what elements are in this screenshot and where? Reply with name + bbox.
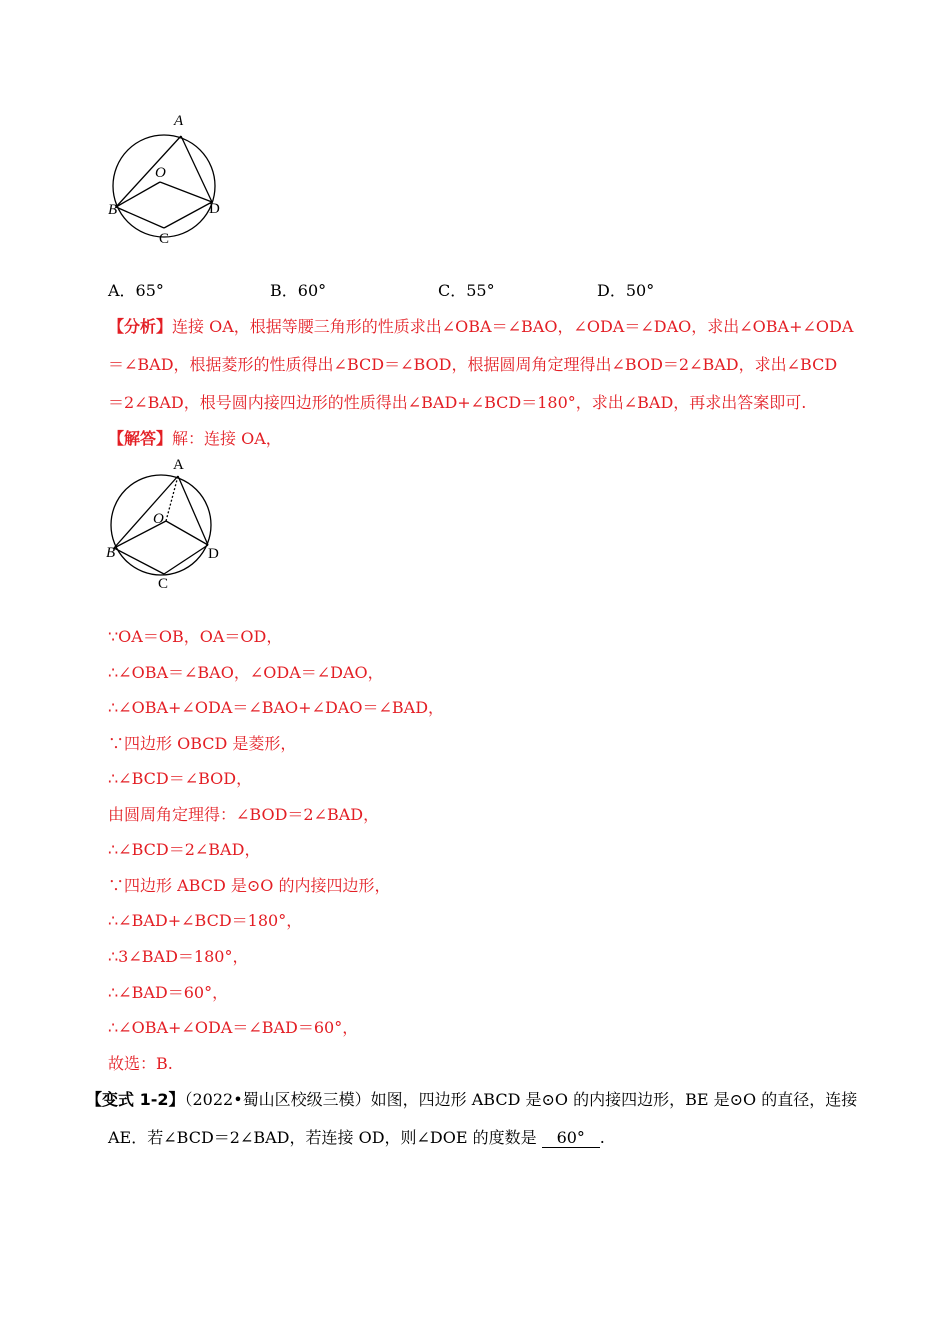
label-b-2: B: [106, 545, 116, 561]
circle-o: [113, 135, 215, 237]
figure-2-circle-diagram: [100, 452, 230, 592]
option-b: B．60°: [270, 281, 327, 300]
analysis-text-1: 连接 OA，根据等腰三角形的性质求出∠OBA＝∠BAO，∠ODA＝∠DAO，求出∠OBA+∠ODA: [172, 317, 854, 336]
analysis-line-1: [108, 317, 853, 337]
segment-cd: [164, 202, 212, 228]
analysis-line-2: ＝∠BAD，根据菱形的性质得出∠BCD＝∠BOD，根据圆周角定理得出∠BOD＝2∠BAD，求出∠BCD: [108, 355, 838, 374]
solution-step-12: ∴∠OBA+∠ODA＝∠BAD＝60°，: [108, 1018, 359, 1037]
segment-ab: [116, 136, 181, 207]
option-a: A．65°: [108, 281, 164, 300]
solution-step-9: ∴∠BAD+∠BCD＝180°，: [108, 911, 303, 930]
segment-ob: [116, 182, 160, 207]
solution-step-7: ∴∠BCD＝2∠BAD，: [108, 840, 261, 859]
option-d: D．50°: [597, 281, 655, 300]
solution-step-11: ∴∠BAD＝60°，: [108, 983, 229, 1002]
analysis-line-3: ＝2∠BAD，根号圆内接四边形的性质得出∠BAD+∠BCD＝180°，求出∠BAD，再求出答案即可.: [108, 393, 807, 412]
figure-1-circle-diagram: [100, 108, 230, 248]
label-o: O: [155, 165, 166, 181]
label-d-2: D: [208, 546, 219, 562]
label-o-2: O: [153, 511, 164, 527]
solution-heading: [108, 429, 282, 449]
label-b: B: [108, 202, 118, 218]
variant-text-end: .: [599, 1128, 605, 1147]
label-c-2: C: [158, 576, 169, 592]
solution-step-8: ∵四边形 ABCD 是⊙O 的内接四边形，: [108, 876, 391, 895]
solution-step-3: ∴∠OBA+∠ODA＝∠BAO+∠DAO＝∠BAD，: [108, 698, 445, 717]
label-c: C: [159, 231, 170, 247]
segment-cd-2: [164, 545, 208, 574]
variant-text-1: （2022•蜀山区校级三模）如图，四边形 ABCD 是⊙O 的内接四边形，BE 是⊙O 的直径，连接: [184, 1090, 858, 1109]
label-a-2: A: [173, 457, 184, 473]
variant-line-2: [108, 1128, 605, 1148]
solution-step-2: ∴∠OBA＝∠BAO，∠ODA＝∠DAO，: [108, 663, 384, 682]
variant-tag: 【变式 1-2】: [86, 1090, 185, 1109]
variant-text-2: AE．若∠BCD＝2∠BAD，若连接 OD，则∠DOE 的度数是: [108, 1128, 537, 1147]
solution-step-10: ∴3∠BAD＝180°，: [108, 947, 249, 966]
solution-intro: 解：连接 OA，: [172, 429, 282, 448]
solution-step-4: ∵四边形 OBCD 是菱形，: [108, 734, 297, 753]
label-d: D: [209, 201, 220, 217]
label-a: A: [174, 113, 184, 129]
solution-step-1: ∵OA＝OB，OA＝OD，: [108, 627, 283, 646]
segment-od-2: [166, 521, 208, 545]
analysis-tag: 【分析】: [108, 317, 173, 336]
answer-blank: 60°: [542, 1129, 600, 1148]
solution-step-5: ∴∠BCD＝∠BOD，: [108, 769, 253, 788]
option-c: C．55°: [438, 281, 495, 300]
solution-tag: 【解答】: [108, 429, 173, 448]
variant-line-1: [86, 1090, 857, 1110]
solution-step-13: 故选：B.: [108, 1054, 173, 1073]
solution-step-6: 由圆周角定理得：∠BOD＝2∠BAD，: [108, 805, 380, 824]
